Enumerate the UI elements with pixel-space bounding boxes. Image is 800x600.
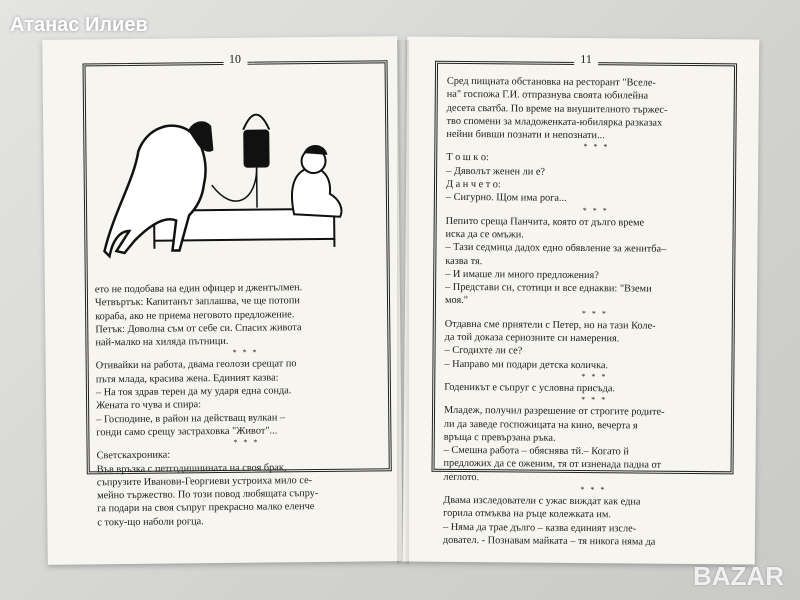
section-separator: * * * (580, 485, 607, 495)
text-line: гонди само срещу застраховка "Живот"... (96, 425, 278, 439)
text-line: – Представи си, стотици и все еднакви: "Вземи (445, 281, 652, 295)
section-separator: * * * (233, 437, 260, 448)
text-line: казва тя. (445, 255, 483, 267)
section-separator: * * * (582, 205, 609, 215)
text-line: – Няма да трае дълго – казва единият изсле- (442, 521, 637, 535)
open-booklet (45, 38, 760, 568)
text-line: – На тоя здрав терен да му ударя една сонда. (95, 385, 292, 399)
text-line: – Сигурно. Щом има рога... (445, 192, 567, 205)
left-page-number: 10 (82, 50, 387, 68)
left-page-text (95, 280, 398, 529)
text-line: на" госпожа Г.И. отпразнува своята юбилейна (446, 89, 649, 102)
text-line: десета сватба. По време на внушителното тържес- (446, 102, 668, 116)
text-line: Във връзка с петгодишнината на своя брак, (96, 461, 287, 475)
text-line: кораба, ако не приема неговото предложение. (95, 308, 295, 322)
text-line: иска да се омъжи. (445, 228, 524, 241)
section-separator: * * * (581, 395, 608, 405)
text-line: га подари на своя съпруг прекрасно малко еленче (97, 501, 315, 515)
text-line: Т о ш к о: (446, 152, 489, 164)
text-line: да той доказа сериозните си намерения. (444, 331, 620, 345)
text-line: – Тази седмица дадох едно обявление за женитба– (445, 242, 667, 256)
text-line: Светскахроника: (96, 449, 171, 462)
text-line: леглото. (443, 471, 480, 483)
text-line: Двама изследователи с ужас виждат как една (443, 494, 641, 508)
text-line: – Направо ми подари детска количка. (444, 358, 609, 371)
section-separator: * * * (581, 371, 608, 382)
book-gutter (397, 40, 409, 564)
section-separator: * * * (583, 142, 610, 152)
cartoon-illustration (93, 88, 375, 276)
text-line: горила отмъква на ръце колежката им. (443, 508, 612, 521)
text-line: Отивайки на работа, двама геолози срещат по (95, 358, 297, 372)
text-line: Годеникът е съпруг с условна присъда. (444, 381, 616, 395)
text-line: ето не подобава на един офицер и джентълмен. (94, 282, 303, 296)
text-line: Четвъртък: Капитанът заплашва, че ще потопи (94, 295, 300, 309)
left-page (42, 36, 402, 565)
text-line: предложих да се оженим, тя от изненада падна от (443, 458, 662, 472)
text-line: – Господине, в район на действащ вулкан – (96, 412, 286, 426)
text-line: Д а н ч е т о: (445, 178, 501, 191)
bazar-logo: BAZAR (693, 561, 784, 591)
right-page-number: 11 (435, 51, 737, 69)
seller-watermark: Атанас Илиев (10, 14, 148, 36)
text-line: връща с превързана ръка. (443, 431, 556, 444)
text-line: съпрузите Иванови-Георгиеви устроиха мило се- (96, 474, 313, 489)
text-line: ли да заведе госпожицата на кино, вечерта я (443, 418, 638, 432)
text-line: моя." (444, 295, 469, 307)
text-line: най-малко на хиляда пътници. (95, 336, 229, 349)
text-line: Младеж, получил разрешение от строгите родите- (443, 405, 665, 418)
section-separator: * * * (232, 348, 259, 358)
text-line: – Сгодихте ли се? (444, 345, 523, 357)
text-line: Отдавна сме приятели с Петер, но на тази Коле- (444, 318, 656, 332)
text-line: тво спомени за младоженката-юбилярка разказах (446, 115, 663, 129)
text-line: Сред пищната обстановка на ресторант "Вселе- (446, 75, 656, 89)
text-line: довател. - Познавам майката – тя никога няма да (442, 534, 656, 548)
text-line: – И имаше ли много предложения? (445, 268, 599, 282)
text-line: – Дяволът женен ли е? (446, 165, 546, 178)
text-line: нейни бивши познати и непознати... (446, 129, 605, 142)
right-page-text (443, 75, 747, 550)
text-line: Пепито среща Панчита, която от дълго време (445, 215, 645, 229)
text-line: пътя млада, красива жена. Единият казва: (95, 372, 279, 386)
text-line: с току-що наболи рогца. (97, 515, 204, 529)
text-line: – Смешна работа – обяснява тй.– Когато й (443, 444, 629, 458)
right-page (403, 36, 760, 564)
text-line: мейно тържество. По този повод любящата съпру- (96, 488, 319, 502)
text-line: Жената го чува и спира: (96, 399, 202, 412)
text-line: Петък: Доволна съм от себе си. Спасих живота (95, 322, 302, 336)
section-separator: * * * (581, 308, 608, 318)
